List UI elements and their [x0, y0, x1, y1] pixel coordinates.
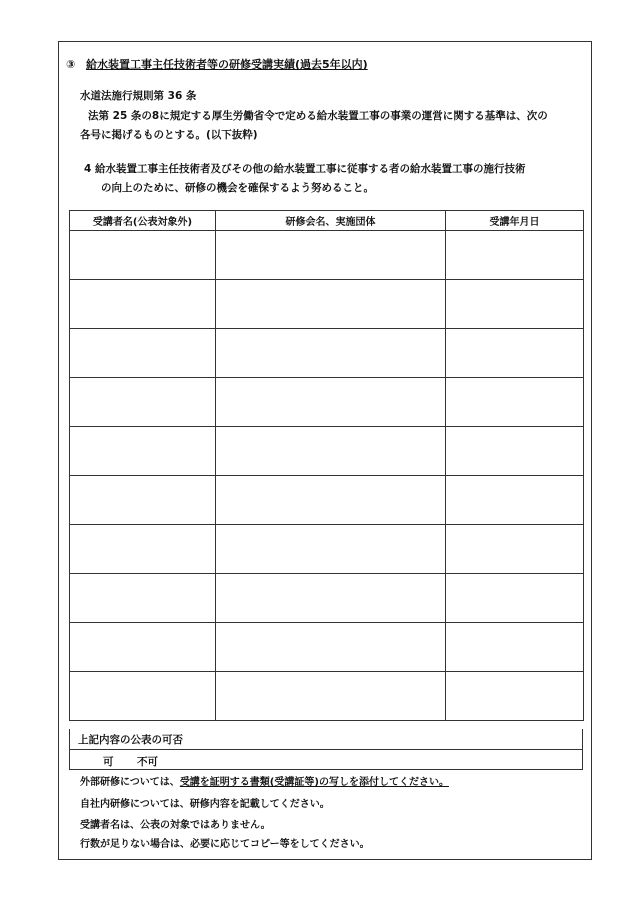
- regulation-intro-line2: 各号に掲げるものとする。(以下抜粋): [80, 129, 258, 141]
- course-name-cell[interactable]: [216, 329, 446, 378]
- attendance-date-cell[interactable]: [446, 427, 584, 476]
- table-header-row: [70, 211, 584, 231]
- header-attendee-name: 受講者名(公表対象外): [70, 211, 216, 231]
- disclosure-box: [69, 729, 583, 770]
- training-record-table: [69, 210, 584, 721]
- header-course-name: 研修会名、実施団体: [216, 211, 446, 231]
- regulation-name: 水道法施行規則第 36 条: [80, 90, 197, 102]
- note-internal-training: 自社内研修については、研修内容を記載してください。: [80, 799, 330, 810]
- attendance-date-cell[interactable]: [446, 280, 584, 329]
- note-external-prefix: 外部研修については、: [80, 777, 180, 788]
- attendee-name-cell[interactable]: [70, 525, 216, 574]
- attendance-date-cell[interactable]: [446, 231, 584, 280]
- attendance-date-cell[interactable]: [446, 525, 584, 574]
- attendee-name-cell[interactable]: [70, 329, 216, 378]
- header-attendance-date: 受講年月日: [446, 211, 584, 231]
- attendee-name-cell[interactable]: [70, 574, 216, 623]
- table-row: [70, 329, 584, 378]
- disclosure-option-yes[interactable]: 可: [103, 756, 114, 768]
- table-row: [70, 476, 584, 525]
- table-row: [70, 672, 584, 721]
- attendee-name-cell[interactable]: [70, 231, 216, 280]
- table-row: [70, 378, 584, 427]
- table-row: [70, 574, 584, 623]
- attendee-name-cell[interactable]: [70, 378, 216, 427]
- section-number: ③: [66, 58, 76, 71]
- table-row: [70, 427, 584, 476]
- table-row: [70, 231, 584, 280]
- course-name-cell[interactable]: [216, 280, 446, 329]
- attendance-date-cell[interactable]: [446, 574, 584, 623]
- course-name-cell[interactable]: [216, 378, 446, 427]
- attendee-name-cell[interactable]: [70, 672, 216, 721]
- course-name-cell[interactable]: [216, 231, 446, 280]
- course-name-cell[interactable]: [216, 574, 446, 623]
- disclosure-question: 上記内容の公表の可否: [78, 734, 183, 746]
- attendance-date-cell[interactable]: [446, 378, 584, 427]
- course-name-cell[interactable]: [216, 623, 446, 672]
- attendee-name-cell[interactable]: [70, 623, 216, 672]
- attendee-name-cell[interactable]: [70, 476, 216, 525]
- section-title: 給水装置工事主任技術者等の研修受講実績(過去5年以内): [86, 58, 368, 71]
- note-attendee-name: 受講者名は、公表の対象ではありません。: [80, 820, 271, 831]
- attendee-name-cell[interactable]: [70, 427, 216, 476]
- attendance-date-cell[interactable]: [446, 476, 584, 525]
- attendance-date-cell[interactable]: [446, 672, 584, 721]
- note-row-count: 行数が足りない場合は、必要に応じてコピー等をしてください。: [80, 839, 370, 850]
- course-name-cell[interactable]: [216, 476, 446, 525]
- table-row: [70, 525, 584, 574]
- attendance-date-cell[interactable]: [446, 623, 584, 672]
- course-name-cell[interactable]: [216, 672, 446, 721]
- course-name-cell[interactable]: [216, 525, 446, 574]
- table-row: [70, 280, 584, 329]
- table-row: [70, 623, 584, 672]
- attendee-name-cell[interactable]: [70, 280, 216, 329]
- note-external-underlined: 受講を証明する書類(受講証等)の写しを添付してください。: [179, 777, 449, 788]
- note-external-training: [80, 773, 449, 788]
- regulation-intro-line1: 法第 25 条の8に規定する厚生労働省令で定める給水装置工事の事業の運営に関する基準は、次の: [88, 110, 548, 122]
- disclosure-divider: [70, 749, 582, 750]
- disclosure-option-no[interactable]: 不可: [137, 756, 158, 768]
- section-heading: [66, 56, 368, 72]
- attendance-date-cell[interactable]: [446, 329, 584, 378]
- regulation-item-line2: の向上のために、研修の機会を確保するよう努めること。: [101, 182, 374, 194]
- course-name-cell[interactable]: [216, 427, 446, 476]
- regulation-item-line1: 4 給水装置工事主任技術者及びその他の給水装置工事に従事する者の給水装置工事の施行技術: [84, 163, 526, 175]
